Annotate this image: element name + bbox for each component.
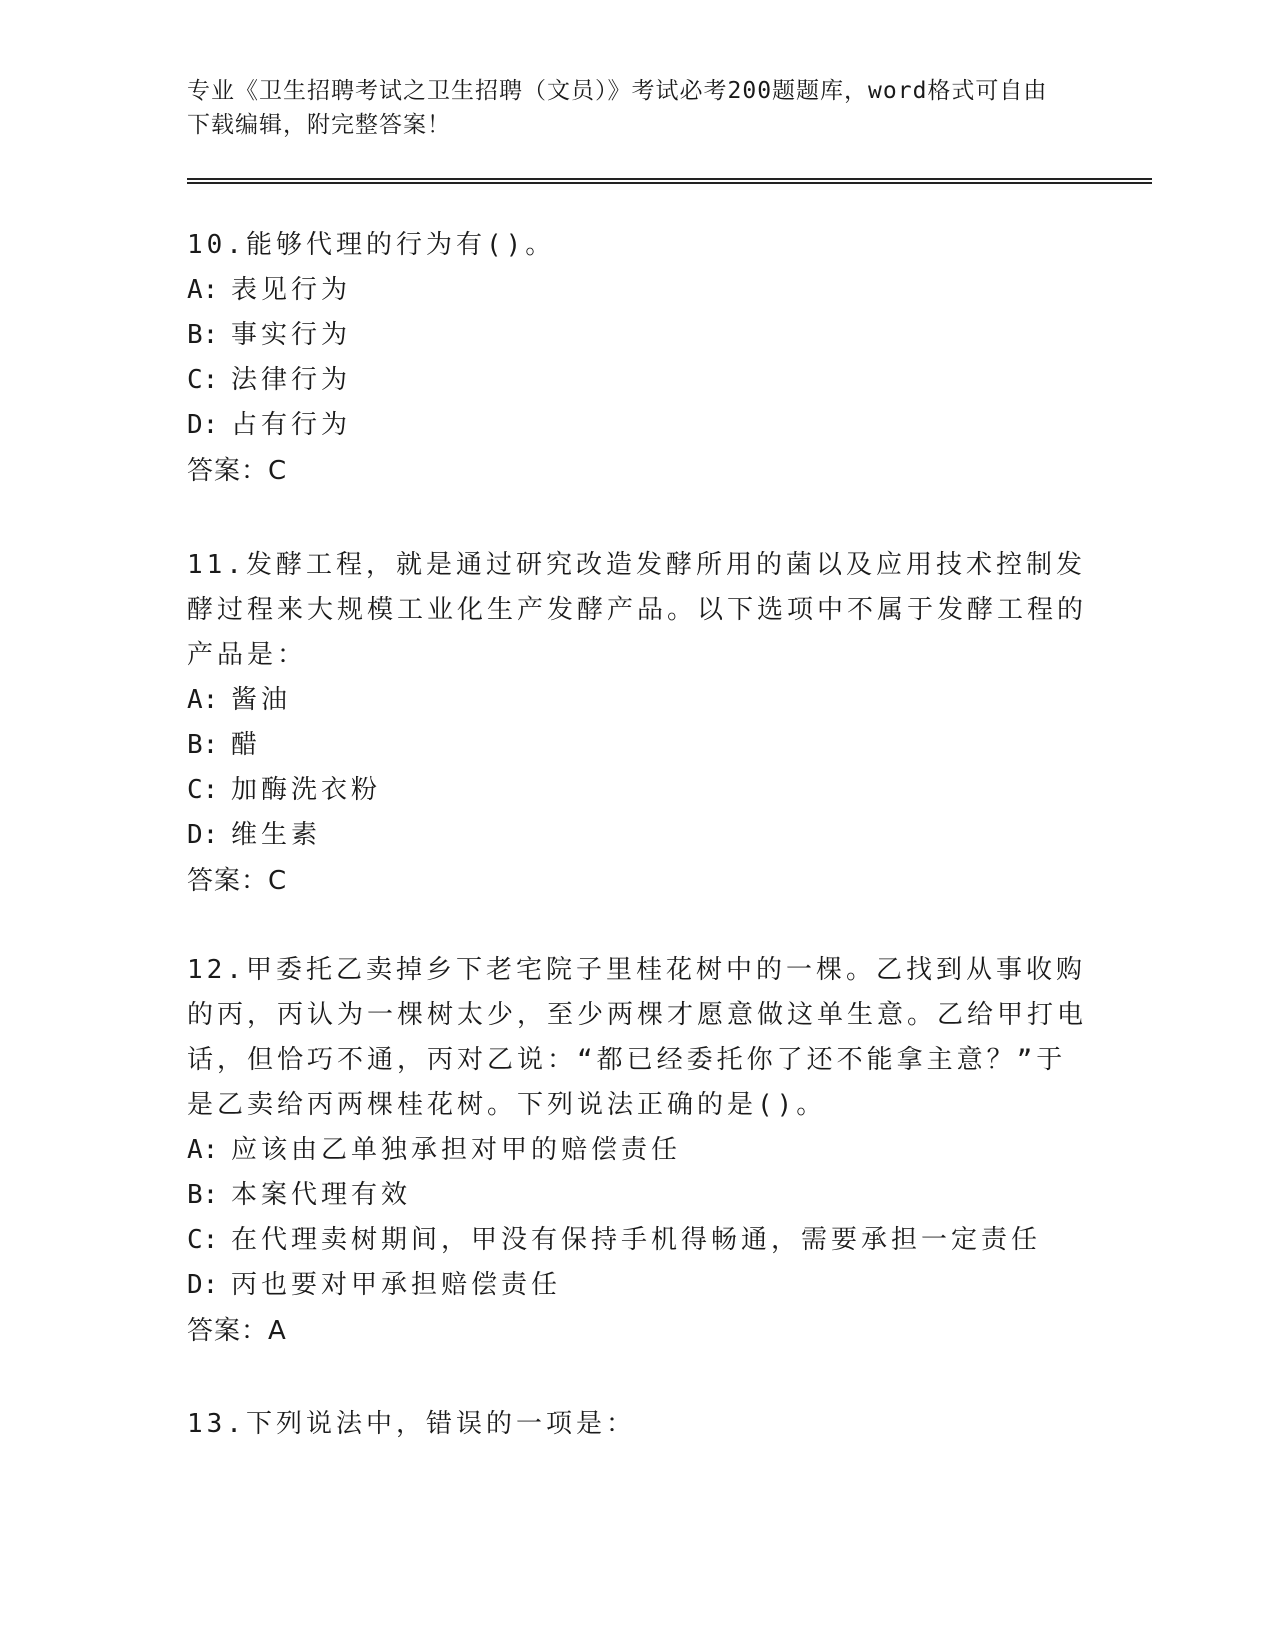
- option-text: 维生素: [231, 820, 322, 850]
- answer: 答案：C: [187, 866, 288, 896]
- option-c: [187, 358, 1087, 403]
- option-letter: C:: [187, 775, 219, 805]
- option-letter: A:: [187, 1135, 219, 1165]
- option-d: [187, 813, 1087, 858]
- option-text: 丙也要对甲承担赔偿责任: [231, 1270, 562, 1300]
- option-letter: D:: [187, 410, 219, 440]
- option-letter: B:: [187, 730, 219, 760]
- option-letter: A:: [187, 275, 219, 305]
- option-d: [187, 403, 1087, 448]
- option-c: [187, 1218, 1087, 1263]
- question-13: [187, 1402, 1087, 1447]
- option-text: 在代理卖树期间，甲没有保持手机得畅通，需要承担一定责任: [231, 1225, 1042, 1255]
- option-text: 酱油: [231, 685, 292, 715]
- option-letter: B:: [187, 1180, 219, 1210]
- option-text: 应该由乙单独承担对甲的赔偿责任: [231, 1135, 682, 1165]
- option-b: [187, 723, 1087, 768]
- question-stem: 10.能够代理的行为有()。: [187, 230, 556, 260]
- option-text: 表见行为: [231, 275, 352, 305]
- option-b: [187, 1173, 1087, 1218]
- option-text: 法律行为: [231, 365, 352, 395]
- option-d: [187, 1263, 1087, 1308]
- option-a: [187, 678, 1087, 723]
- option-letter: D:: [187, 820, 219, 850]
- option-letter: A:: [187, 685, 219, 715]
- option-text: 本案代理有效: [231, 1180, 412, 1210]
- option-a: [187, 268, 1087, 313]
- option-c: [187, 768, 1087, 813]
- option-a: [187, 1128, 1087, 1173]
- question-12: [187, 948, 1087, 1354]
- option-text: 加酶洗衣粉: [231, 775, 382, 805]
- answer: 答案：C: [187, 456, 288, 486]
- question-10: [187, 223, 1087, 494]
- option-b: [187, 313, 1087, 358]
- document-intro: 专业《卫生招聘考试之卫生招聘（文员）》考试必考200题题库，word格式可自由下载编辑，附完整答案！: [187, 78, 1048, 138]
- header-divider: [187, 178, 1152, 184]
- question-stem: 12.甲委托乙卖掉乡下老宅院子里桂花树中的一棵。乙找到从事收购的丙，丙认为一棵树太少，至少两棵才愿意做这单生意。乙给甲打电话，但恰巧不通，丙对乙说：“都已经委托你了还不能拿主意？”于是乙卖给丙两棵桂花树。下列说法正确的是()。: [187, 955, 1088, 1120]
- question-11: [187, 543, 1087, 904]
- option-text: 醋: [231, 730, 262, 760]
- option-letter: B:: [187, 320, 219, 350]
- option-letter: C:: [187, 365, 219, 395]
- question-stem: 13.下列说法中，错误的一项是：: [187, 1409, 636, 1439]
- option-text: 占有行为: [231, 410, 352, 440]
- option-letter: C:: [187, 1225, 219, 1255]
- option-text: 事实行为: [231, 320, 352, 350]
- question-stem: 11.发酵工程，就是通过研究改造发酵所用的菌以及应用技术控制发酵过程来大规模工业化生产发酵产品。以下选项中不属于发酵工程的产品是：: [187, 550, 1088, 670]
- option-letter: D:: [187, 1270, 219, 1300]
- answer: 答案：A: [187, 1316, 287, 1346]
